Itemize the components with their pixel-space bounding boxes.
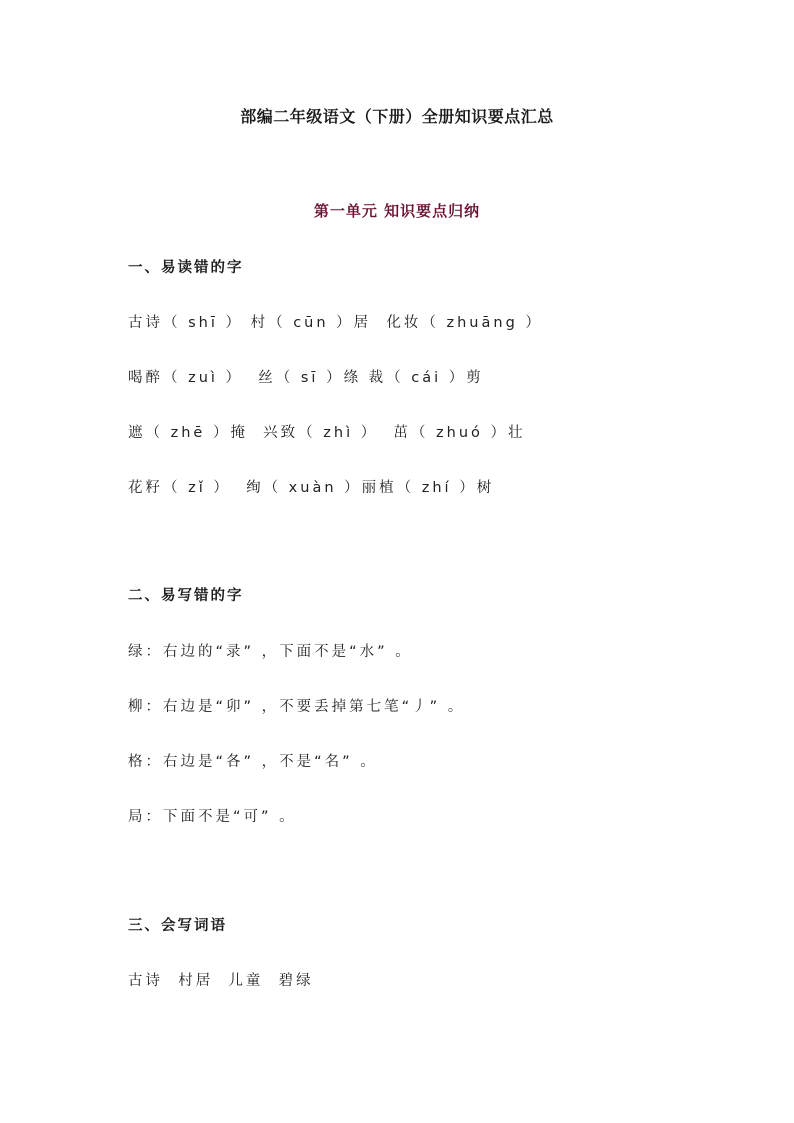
- writing-tip-line: 格：右边是“各” ，不是“名” 。: [128, 754, 378, 770]
- writing-tip-line: 局：下面不是“可” 。: [128, 809, 297, 825]
- pinyin-line: 喝醉（ zuì ） 丝（ sī ）绦 裁（ cái ）剪: [128, 370, 484, 386]
- pinyin-line: 古诗（ shī ） 村（ cūn ）居 化妆（ zhuāng ）: [128, 315, 543, 331]
- vocabulary-line: 古诗 村居 儿童 碧绿: [128, 973, 314, 989]
- pinyin-line: 遮（ zhē ）掩 兴致（ zhì ） 茁（ zhuó ）壮: [128, 425, 526, 441]
- writing-tip-line: 绿：右边的“录” ，下面不是“水” 。: [128, 644, 413, 660]
- section-heading-vocabulary: 三、会写词语: [128, 918, 227, 934]
- pinyin-line: 花籽（ zǐ ） 绚（ xuàn ）丽植（ zhí ）树: [128, 480, 495, 496]
- section-heading-miswritten-characters: 二、易写错的字: [128, 588, 244, 604]
- unit-title: 第一单元 知识要点归纳: [313, 202, 481, 220]
- document-title: 部编二年级语文（下册）全册知识要点汇总: [240, 107, 554, 126]
- section-heading-misread-characters: 一、易读错的字: [128, 260, 244, 276]
- writing-tip-line: 柳：右边是“卯” ，不要丢掉第七笔“丿” 。: [128, 699, 466, 715]
